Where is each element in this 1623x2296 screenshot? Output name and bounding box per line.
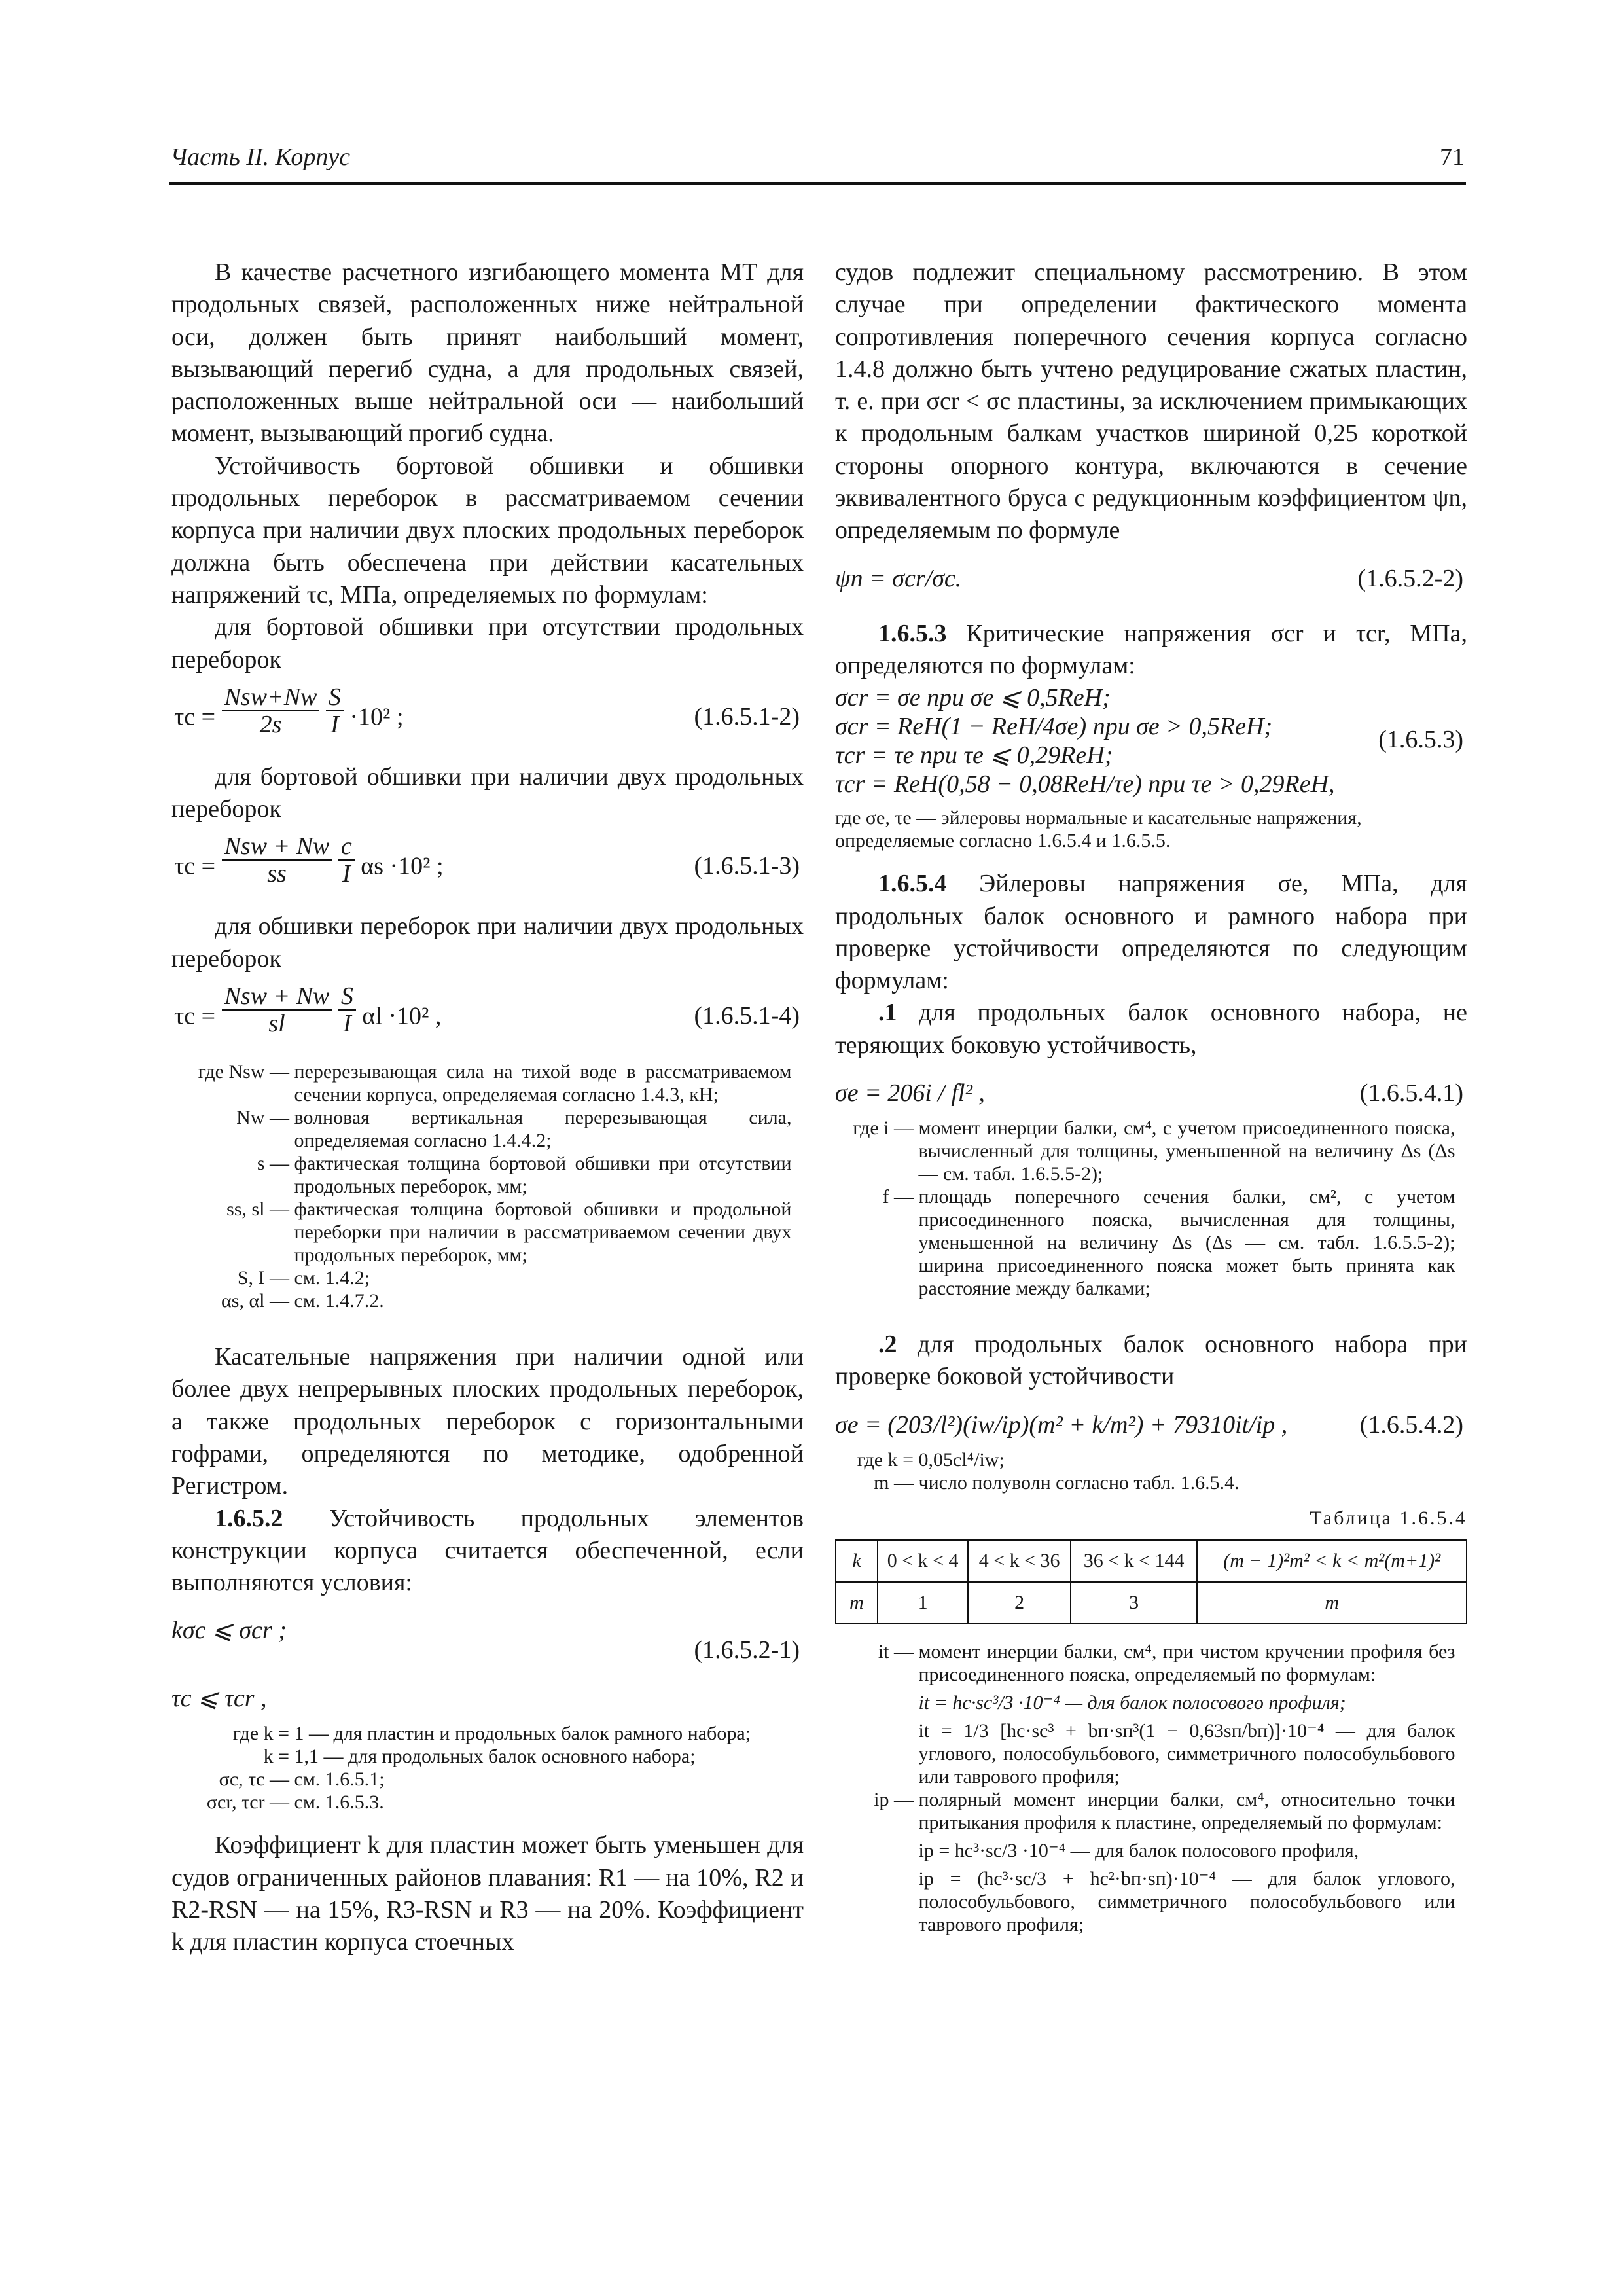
paragraph: для бортовой обшивки при отсутствии продольных переборок bbox=[171, 613, 804, 673]
coefficient-table bbox=[835, 1539, 1467, 1624]
left-column bbox=[171, 257, 804, 1959]
formula-1-6-5-4-1: σe = 206i / fl² , (1.6.5.4.1) bbox=[835, 1079, 1463, 1107]
where-list: где k = 0,05cl⁴/iw; m — число полуволн согласно табл. 1.6.5.4. bbox=[857, 1448, 1240, 1494]
paragraph: 1.6.5.3 Критические напряжения σcr и τcr, МПа, определяются по формулам: bbox=[835, 619, 1467, 679]
paragraph: Коэффициент k для пластин может быть уменьшен для судов ограниченных районов плавания: R1 — на 10%, R2 и R2-RSN — на 15%, R3-RSN и R3 — на 20%. Коэффициент k для пластин корпуса стоечных bbox=[171, 1831, 804, 1956]
page-number: 71 bbox=[1440, 143, 1465, 171]
paragraph: Касательные напряжения при наличии одной или более двух непрерывных плоских продольных переборок, а также продольных переборок с горизонтальными гофрами, определяются по методике, одобренной Регистром. bbox=[171, 1343, 804, 1500]
where-list: где k = 1 — для пластин и продольных балок рамного набора; k = 1,1 — для продольных балок основного набора; σc, τc — см. 1.6.5.1; σcr, τcr — см. 1.6.5.3. bbox=[206, 1723, 751, 1814]
formula-number: (1.6.5.1-4) bbox=[694, 1002, 800, 1030]
formula-1-6-5-2-1-label: (1.6.5.2-1) bbox=[694, 1636, 800, 1664]
paragraph: 1.6.5.4 Эйлеровы напряжения σe, МПа, для продольных балок основного и рамного набора при проверке устойчивости определяются по следующим формулам: bbox=[835, 870, 1467, 995]
where-note: где σe, τe — эйлеровы нормальные и касательные напряжения, определяемые согласно 1.6.5.4 и 1.6.5.5. bbox=[835, 807, 1362, 852]
paragraph: .1 для продольных балок основного набора, не теряющих боковую устойчивость, bbox=[835, 999, 1467, 1059]
paragraph: 1.6.5.2 Устойчивость продольных элементов конструкции корпуса считается обеспеченной, если выполняются условия: bbox=[171, 1504, 804, 1597]
page-header bbox=[169, 141, 1466, 185]
formula-number: (1.6.5.1-3) bbox=[694, 852, 800, 880]
formula-1-6-5-1-2: τc = Nsw+Nw 2s $\frac{S}{I}$ ·10² ; (1.6.5.1-2) bbox=[174, 683, 800, 738]
table-row: m 1 2 3 m bbox=[836, 1582, 1467, 1624]
where-list: где i — момент инерции балки, см⁴, с учетом присоединенного пояска, вычисленный для толщины, уменьшенной на величину Δs (Δs — см. табл. 1.6.5.5-2); f — площадь поперечного сечения балки, см², с учетом присоединенного пояска, вычисленная для толщины, уменьшенной на величину Δs (Δs — см. табл. 1.6.5.5-2); ширина присоединенного пояска может быть принята как расстояние между балками; bbox=[853, 1117, 1455, 1300]
paragraph: В качестве расчетного изгибающего момента MT для продольных связей, расположенных ниже нейтральной оси, должен быть принят наибольший момент, вызывающий перегиб судна, а для продольных связей, расположенных выше нейтральной оси — наибольший момент, вызывающий прогиб судна. bbox=[171, 259, 804, 448]
header-title: Часть II. Корпус bbox=[170, 143, 351, 171]
formula-number: (1.6.5.1-2) bbox=[694, 702, 800, 730]
formula-1-6-5-2-1-b: τc ⩽ τcr , bbox=[171, 1685, 267, 1713]
formula-1-6-5-1-3: τc = Nsw + Nw ss $\frac{c}{I}$ αs ·10² ; (1.6.5.1-3) bbox=[174, 833, 800, 888]
where-list: где Nsw — перерезывающая сила на тихой воде в рассматриваемом сечении корпуса, определяемая согласно 1.4.3, кН; Nw — волновая вертикальная перерезывающая сила, определяемая согласно 1.4.4.2; s — фактическая толщина бортовой обшивки при отсутствии продольных переборок, мм; ss, sl — фактическая толщина бортовой обшивки и продольной переборки при наличии в рассматриваемом сечении двух продольных переборок, мм; S, I — см. 1.4.2; αs, αl — см. 1.4.7.2. bbox=[198, 1061, 792, 1312]
table-row: k 0 < k < 4 4 < k < 36 36 < k < 144 (m − 1)²m² < k < m²(m+1)² bbox=[836, 1540, 1467, 1582]
paragraph: .2 для продольных балок основного набора при проверке боковой устойчивости bbox=[835, 1331, 1467, 1391]
right-column bbox=[835, 257, 1467, 1936]
paragraph: для бортовой обшивки при наличии двух продольных переборок bbox=[171, 762, 804, 823]
paragraph: для обшивки переборок при наличии двух продольных переборок bbox=[171, 912, 804, 973]
paragraph: судов подлежит специальному рассмотрению. В этом случае при определении фактического момента сопротивления поперечного сечения корпуса согласно 1.4.8 должно быть учтено редуцирование сжатых пластин, т. е. при σcr < σc пластины, за исключением примыкающих к продольным балкам участков шириной 0,25 короткой стороны опорного контура, включаются в сечение эквивалентного бруса с редукционным коэффициентом ψn, определяемым по формуле bbox=[835, 259, 1467, 545]
table-caption: Таблица 1.6.5.4 bbox=[1310, 1507, 1467, 1529]
paragraph: Устойчивость бортовой обшивки и обшивки продольных переборок в рассматриваемом сечении корпуса при наличии двух плоских продольных переборок должна быть обеспечена при действии касательных напряжений τc, МПа, определяемых по формулам: bbox=[171, 452, 804, 609]
formula-1-6-5-2-1-a: kσc ⩽ σcr ; bbox=[171, 1617, 287, 1645]
formula-1-6-5-2-2: ψn = σcr/σc. (1.6.5.2-2) bbox=[835, 564, 1463, 592]
formula-1-6-5-1-4: τc = Nsw + Nw sl $\frac{S}{I}$ αl ·10² , (1.6.5.1-4) bbox=[174, 982, 800, 1038]
formula-1-6-5-3: σcr = σe при σe ⩽ 0,5ReH; σcr = ReH(1 − ReH/4σe) при σe > 0,5ReH; τcr = τe при τe ⩽ 0,29ReH; τcr = ReH(0,58 − 0,08ReH/τe) при τe > 0,29ReH, (1.6.5.3) bbox=[835, 684, 1463, 798]
formula-1-6-5-4-2: σe = (203/l²)(iw/ip)(m² + k/m²) + 79310it/ip , (1.6.5.4.2) bbox=[835, 1410, 1463, 1439]
where-list: it — момент инерции балки, см⁴, при чистом кручении профиля без присоединенного пояска, определяемый по формулам: it = hc·sc³/3 ·10⁻⁴ — для балок полосового профиля; it = 1/3 [hc·sc³ + bп·sп³(1 − 0,63sп/bп)]·10⁻⁴ — для балок углового, полособульбового, симметричного полособульбового или таврового профиля; ip — полярный момент инерции балки, см⁴, относительно точки притыкания профиля к пластине, определяемый по формулам: ip = hc³·sc/3 ·10⁻⁴ — для балок полосового профиля, ip = (hc³·sc/3 + hc²·bп·sп)·10⁻⁴ — для балок углового, полособульбового, симметричного полособульбового или таврового профиля; bbox=[874, 1640, 1455, 1935]
